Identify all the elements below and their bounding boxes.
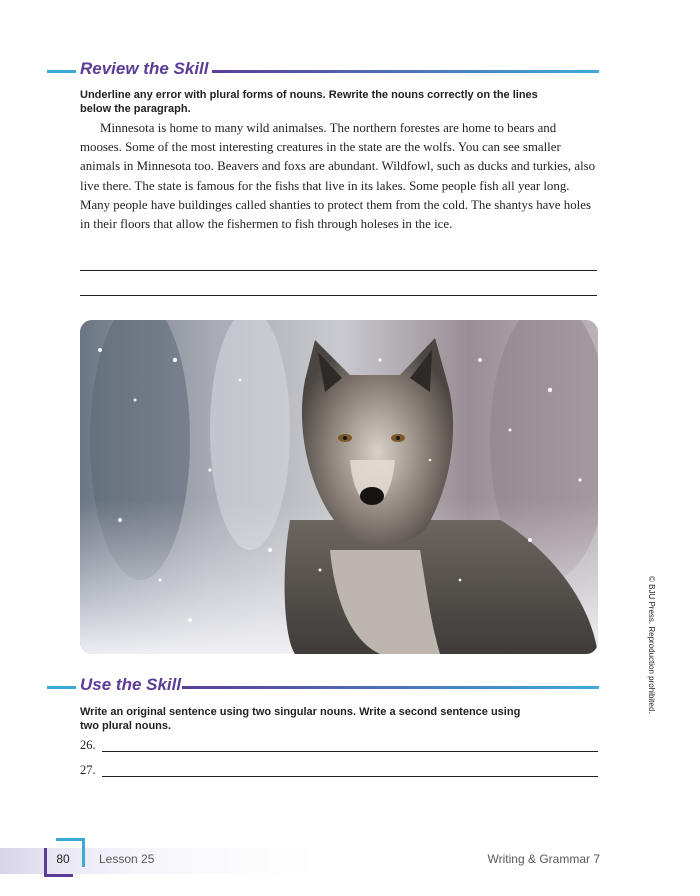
review-paragraph: Minnesota is home to many wild animalses. The northern forestes are home to bears and mooses. Some of the most interesting creatures in the state are the wolfs. You can see smaller animals in Minnesota too. Beavers and foxs are abundant. Wildfowl, such as ducks and turkies, also live there. The state is famous for the fishs that live in its lakes. Some people fish all year long. Many people have buildinges called shanties to protect them from the cold. The shantys have holes in their floors that allow the fishermen to fish through holeses in the ice.: [80, 121, 596, 232]
answer-line[interactable]: [80, 270, 597, 271]
review-section-header: [47, 58, 599, 84]
book-title: Writing & Grammar 7: [487, 852, 600, 866]
answer-line[interactable]: [102, 751, 598, 752]
answer-line[interactable]: [102, 776, 598, 777]
copyright-note: [645, 576, 659, 714]
use-section-header: [47, 674, 599, 700]
item-number: 27.: [80, 763, 96, 777]
lesson-label: Lesson 25: [99, 852, 155, 866]
answer-item: [80, 738, 598, 754]
header-rule: [212, 70, 599, 73]
page-number: 80: [56, 852, 70, 866]
use-heading: Use the Skill: [80, 675, 182, 694]
answer-item: [80, 763, 598, 779]
header-rule: [182, 686, 599, 689]
header-accent-bar: [47, 70, 76, 73]
copyright-text: © BJU Press. Reproduction prohibited.: [647, 576, 656, 714]
use-instruction: Write an original sentence using two singular nouns. Write a second sentence using two plural nouns.: [80, 706, 521, 732]
review-instruction: Underline any error with plural forms of nouns. Rewrite the nouns correctly on the lines below the paragraph.: [80, 89, 538, 115]
item-number: 26.: [80, 738, 96, 752]
review-heading: Review the Skill: [80, 59, 209, 78]
wolf-photo: [80, 320, 598, 654]
answer-line[interactable]: [80, 295, 597, 296]
header-accent-bar: [47, 686, 76, 689]
